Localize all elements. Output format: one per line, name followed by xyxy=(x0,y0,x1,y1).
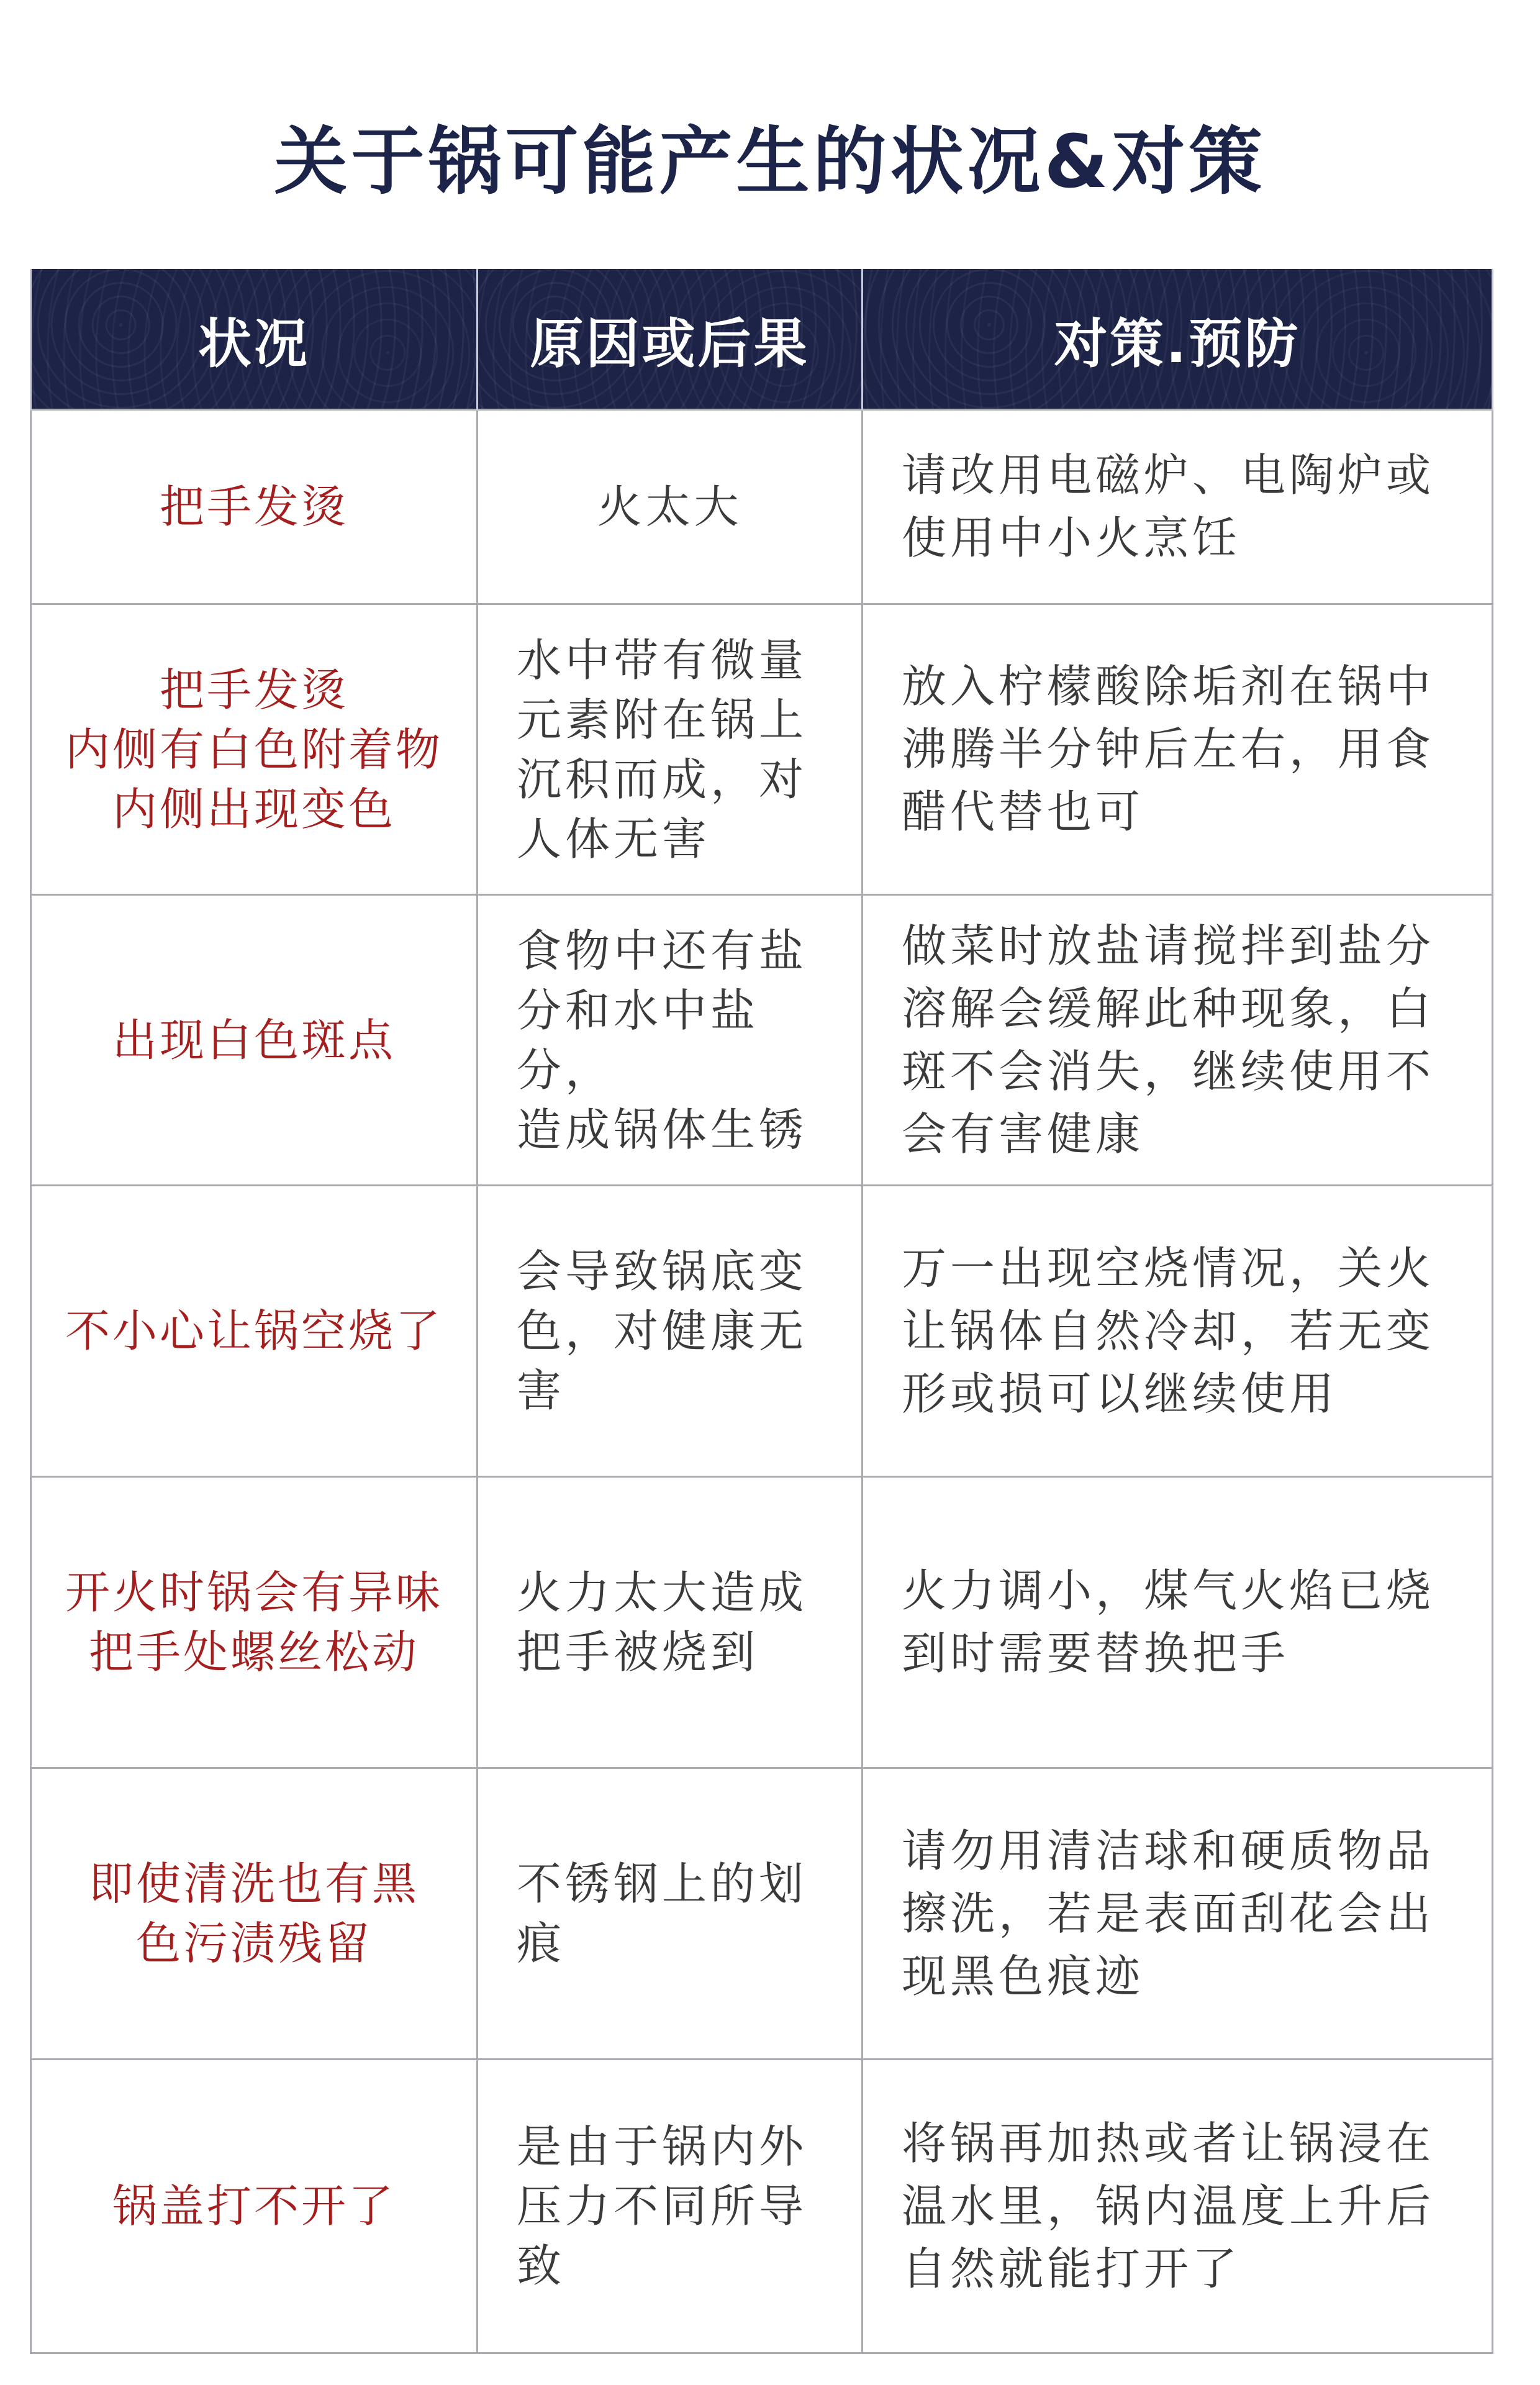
condition-text: 把手发烫 xyxy=(159,481,348,533)
measure-cell xyxy=(863,1477,1493,1768)
measure-cell xyxy=(863,895,1493,1186)
measure-text: 将锅再加热或者让锅浸在 温水里，锅内温度上升后 自然就能打开了 xyxy=(902,2117,1435,2295)
measure-cell xyxy=(863,1768,1493,2060)
care-table-container xyxy=(30,269,1492,2345)
condition-cell xyxy=(31,895,478,1186)
condition-cell xyxy=(31,1768,478,2060)
condition-text: 即使清洗也有黑 色污渍残留 xyxy=(88,1858,419,1969)
table-header-row xyxy=(31,269,1493,410)
condition-text: 把手发烫 内侧有白色附着物 内侧出现变色 xyxy=(65,663,443,835)
measure-cell xyxy=(863,410,1493,604)
condition-text: 出现白色斑点 xyxy=(112,1014,396,1066)
cause-cell xyxy=(478,1768,863,2060)
cause-cell xyxy=(478,2060,863,2353)
table-row xyxy=(31,2060,1493,2353)
cause-text: 食物中还有盐 分和水中盐分， 造成锅体生锈 xyxy=(517,924,808,1156)
condition-cell xyxy=(31,604,478,895)
cause-cell xyxy=(478,895,863,1186)
table-header xyxy=(31,269,1493,410)
condition-cell xyxy=(31,1477,478,1768)
page-title: 关于锅可能产生的状况&对策 xyxy=(274,119,1266,204)
measure-text: 请改用电磁炉、电陶炉或 使用中小火烹饪 xyxy=(902,449,1435,564)
cause-cell xyxy=(478,1186,863,1477)
measure-cell xyxy=(863,604,1493,895)
cause-cell xyxy=(478,604,863,895)
condition-text: 开火时锅会有异味 把手处螺丝松动 xyxy=(65,1566,443,1678)
table-row xyxy=(31,1186,1493,1477)
condition-cell xyxy=(31,1186,478,1477)
header-measure: 对策.预防 xyxy=(863,269,1493,410)
condition-text: 锅盖打不开了 xyxy=(112,2180,396,2232)
table-body xyxy=(31,410,1493,2353)
cause-text: 水中带有微量 元素附在锅上 沉积而成，对 人体无害 xyxy=(517,634,808,865)
cause-cell xyxy=(478,1477,863,1768)
condition-cell xyxy=(31,410,478,604)
measure-text: 火力调小，煤气火焰已烧 到时需要替换把手 xyxy=(902,1565,1435,1679)
cause-text: 会导致锅底变 色，对健康无 害 xyxy=(517,1245,808,1417)
cause-text: 是由于锅内外 压力不同所导 致 xyxy=(517,2120,808,2292)
measure-text: 放入柠檬酸除垢剂在锅中 沸腾半分钟后左右，用食 醋代替也可 xyxy=(902,660,1435,838)
measure-cell xyxy=(863,2060,1493,2353)
condition-text: 不小心让锅空烧了 xyxy=(65,1305,443,1357)
condition-cell xyxy=(31,2060,478,2353)
cause-text: 火力太大造成 把手被烧到 xyxy=(517,1566,808,1678)
table-row xyxy=(31,410,1493,604)
measure-text: 请勿用清洁球和硬质物品 擦洗，若是表面刮花会出 现黑色痕迹 xyxy=(902,1824,1435,2002)
table-row xyxy=(31,1768,1493,2060)
cause-cell xyxy=(478,410,863,604)
measure-text: 做菜时放盐请搅拌到盐分 溶解会缓解此种现象，白 斑不会消失，继续使用不 会有害健康 xyxy=(902,919,1435,1160)
table-row xyxy=(31,1477,1493,1768)
cause-text: 火太大 xyxy=(597,481,743,533)
care-table xyxy=(30,269,1493,2354)
table-row xyxy=(31,895,1493,1186)
header-cause: 原因或后果 xyxy=(478,269,863,410)
cause-text: 不锈钢上的划 痕 xyxy=(517,1858,808,1969)
measure-cell xyxy=(863,1186,1493,1477)
header-condition: 状况 xyxy=(31,269,478,410)
table-row xyxy=(31,604,1493,895)
measure-text: 万一出现空烧情况，关火 让锅体自然冷却，若无变 形或损可以继续使用 xyxy=(902,1242,1435,1420)
